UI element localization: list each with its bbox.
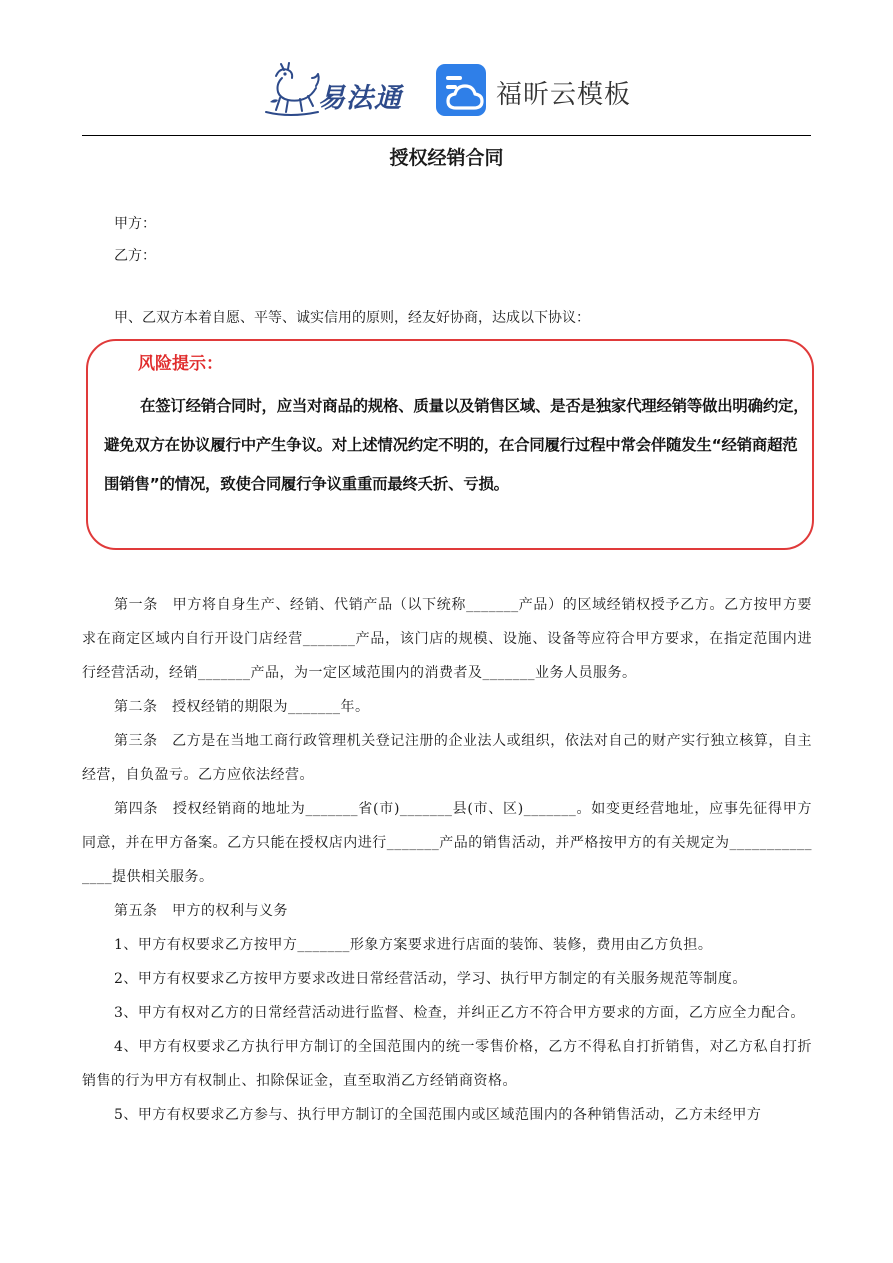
contract-articles (82, 588, 812, 1132)
article-2: 第二条 授权经销的期限为_______年。 (114, 699, 370, 715)
foxit-brand-text: 福昕云模板 (496, 80, 632, 110)
page-header (0, 58, 893, 126)
intro-paragraph: 甲、乙双方本着自愿、平等、诚实信用的原则，经友好协商，达成以下协议： (114, 310, 590, 326)
article-4: 第四条 授权经销商的地址为_______省(市)_______县(市、区)_______。如变更经营地址，应事先征得甲方同意，并在甲方备案。乙方只能在授权店内进行_______产品的销售活动，并严格按甲方的有关规定为_______________提供相关服务。 (82, 801, 812, 885)
article-5-item-2: 2、甲方有权要求乙方按甲方要求改进日常经营活动，学习、执行甲方制定的有关服务规范等制度。 (114, 971, 747, 987)
article-5-heading: 第五条 甲方的权利与义务 (114, 903, 288, 919)
risk-warning-box (86, 339, 814, 550)
cloud-document-icon (436, 64, 486, 116)
article-5-item-4: 4、甲方有权要求乙方执行甲方制订的全国范围内的统一零售价格，乙方不得私自打折销售，对乙方私自打折销售的行为甲方有权制止、扣除保证金，直至取消乙方经销商资格。 (82, 1039, 812, 1089)
qilin-mascot-icon (262, 62, 322, 118)
yifatong-logo (262, 62, 412, 118)
header-divider (82, 135, 811, 136)
article-5-item-5: 5、甲方有权要求乙方参与、执行甲方制订的全国范围内或区域范围内的各种销售活动，乙方未经甲方 (114, 1107, 762, 1123)
article-5-item-1: 1、甲方有权要求乙方按甲方_______形象方案要求进行店面的装饰、装修，费用由乙方负担。 (114, 937, 713, 953)
party-b-label: 乙方： (114, 248, 156, 264)
risk-warning-body: 在签订经销合同时，应当对商品的规格、质量以及销售区域、是否是独家代理经销等做出明确约定，避免双方在协议履行中产生争议。对上述情况约定不明的，在合同履行过程中常会伴随发生“经销商超范围销售”的情况，致使合同履行争议重重而最终夭折、亏损。 (104, 397, 809, 493)
document-title: 授权经销合同 (389, 147, 504, 169)
article-5-item-3: 3、甲方有权对乙方的日常经营活动进行监督、检查，并纠正乙方不符合甲方要求的方面，乙方应全力配合。 (114, 1005, 805, 1021)
yifatong-brand-text: 易法通 (318, 83, 402, 114)
article-1: 第一条 甲方将自身生产、经销、代销产品（以下统称_______产品）的区域经销权授予乙方。乙方按甲方要求在商定区域内自行开设门店经营_______产品，该门店的规模、设施、设备等应符合甲方要求，在指定范围内进行经营活动，经销_______产品，为一定区域范围内的消费者及_______业务人员服务。 (82, 597, 812, 681)
party-a-label: 甲方： (114, 216, 156, 232)
risk-warning-title: 风险提示： (138, 354, 223, 374)
article-3: 第三条 乙方是在当地工商行政管理机关登记注册的企业法人或组织，依法对自己的财产实行独立核算，自主经营，自负盈亏。乙方应依法经营。 (82, 733, 812, 783)
